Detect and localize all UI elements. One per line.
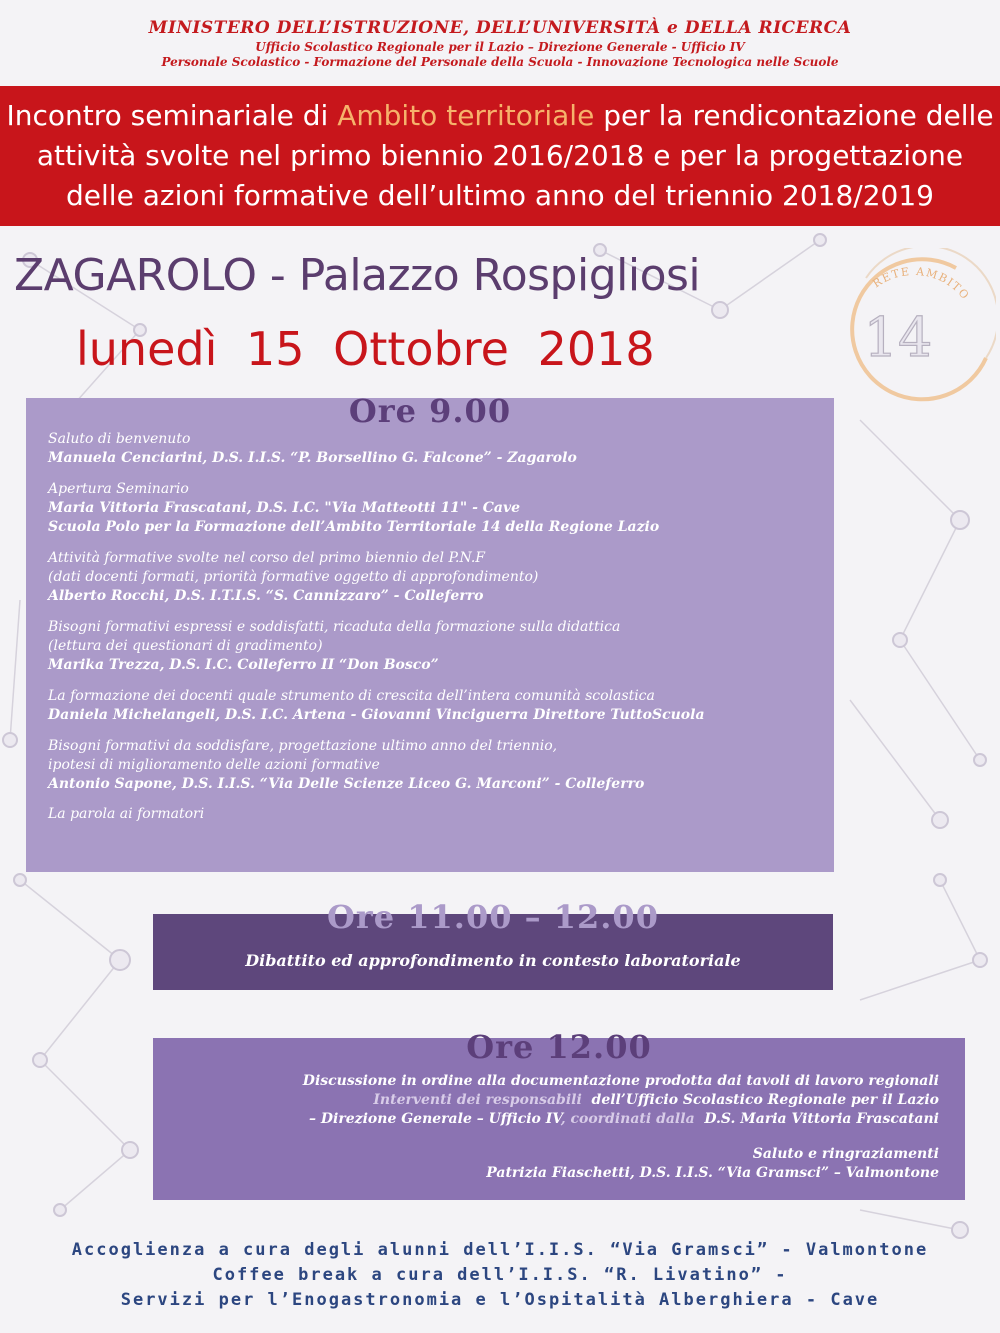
logo-number: 14 (863, 306, 933, 369)
banner-line-3: delle azioni formative dell’ultimo anno del triennio 2018/2019 (66, 179, 934, 212)
logo-arc-text: RETE AMBITO (870, 264, 973, 303)
coordinator-name: D.S. Maria Vittoria Frascatani (704, 1111, 939, 1127)
program-item-speaker: Antonio Sapone, D.S. I.I.S. “Via Delle Scienze Liceo G. Marconi” - Colleferro (48, 776, 645, 792)
banner-text: per la rendicontazione delle (594, 99, 994, 132)
coordinated-label: , coordinati dalla (560, 1111, 695, 1127)
discussion-line: Discussione in ordine alla documentazione prodotta dai tavoli di lavoro regionali (302, 1073, 939, 1089)
program-item-topic: (lettura dei questionari di gradimento) (48, 638, 323, 654)
program-item-topic: Bisogni formativi espressi e soddisfatti, ricaduta della formazione sulla didattica (48, 619, 621, 635)
banner-line-2: attività svolte nel primo biennio 2016/2018 e per la progettazione (36, 139, 964, 172)
program-item-topic: ipotesi di miglioramento delle azioni formative (48, 757, 380, 773)
ministry-office: Ufficio Scolastico Regionale per il Lazio – Direzione Generale - Ufficio IV (255, 40, 745, 54)
program-item-topic: La formazione dei docenti quale strumento di crescita dell’intera comunità scolastica (48, 688, 655, 704)
program-item-topic: Bisogni formativi da soddisfare, progettazione ultimo anno del triennio, (48, 738, 558, 754)
program-item-speaker: Scuola Polo per la Formazione dell’Ambito Territoriale 14 della Regione Lazio (48, 519, 660, 535)
footer-coffee-break: Coffee break a cura dell’I.I.S. “R. Livatino” - (212, 1265, 788, 1285)
interventions-label: Interventi dei responsabili (373, 1092, 582, 1108)
banner-line-1 (0, 96, 1000, 136)
program-item-speaker: Marika Trezza, D.S. I.C. Colleferro II “Don Bosco” (48, 657, 439, 673)
session-debate (153, 898, 833, 990)
footer-welcome: Accoglienza a cura degli alunni dell’I.I.S. “Via Gramsci” - Valmontone (71, 1240, 929, 1260)
program-items (48, 430, 812, 794)
program-item (48, 737, 812, 794)
session-time-9: Ore 9.00 (348, 392, 512, 430)
session-noon (153, 1028, 965, 1200)
program-item (48, 687, 812, 725)
program-item-topic: Attività formative svolte nel corso del primo biennio del P.N.F (48, 550, 485, 566)
coordination-line (179, 1110, 939, 1129)
session-time-12: Ore 12.00 (466, 1028, 652, 1066)
banner-highlight: Ambito territoriale (337, 99, 595, 132)
program-item-topic: (dati docenti formati, priorità formative oggetto di approfondimento) (48, 569, 539, 585)
rete-ambito-logo (836, 248, 996, 408)
greetings-speaker: Patrizia Fiaschetti, D.S. I.I.S. “Via Gramsci” – Valmontone (486, 1165, 939, 1181)
banner-text: Incontro seminariale di (6, 99, 338, 132)
program-item (48, 480, 812, 537)
ministry-title: MINISTERO DELL’ISTRUZIONE, DELL’UNIVERSITÀ e DELLA RICERCA (148, 18, 852, 38)
footer-services: Servizi per l’Enogastronomia e l’Ospitalità Alberghiera - Cave (120, 1290, 880, 1310)
event-venue: ZAGAROLO - Palazzo Rospigliosi (14, 250, 701, 301)
interventions-office: dell’Ufficio Scolastico Regionale per il Lazio (591, 1092, 939, 1108)
hospitality-footer (0, 1238, 1000, 1313)
program-item-topic: Saluto di benvenuto (48, 431, 191, 447)
program-item-speaker: Alberto Rocchi, D.S. I.T.I.S. “S. Cannizzaro” - Colleferro (48, 588, 484, 604)
ministry-department: Personale Scolastico - Formazione del Personale della Scuola - Innovazione Tecnologica nelle Scuole (161, 55, 839, 69)
greetings-line: Saluto e ringraziamenti (752, 1146, 939, 1162)
program-item (48, 618, 812, 675)
interventions-line (179, 1091, 939, 1110)
program-item (48, 549, 812, 606)
session-morning (26, 392, 834, 872)
ministry-header (0, 18, 1000, 69)
debate-description: Dibattito ed approfondimento in contesto laboratoriale (245, 951, 741, 970)
closing-remark: La parola ai formatori (48, 806, 205, 822)
directorate-text: – Direzione Generale – Ufficio IV (309, 1111, 561, 1127)
session-time-11: Ore 11.00 – 12.00 (327, 898, 659, 936)
program-item-topic: Apertura Seminario (48, 481, 189, 497)
event-title-banner (0, 86, 1000, 226)
program-item-speaker: Maria Vittoria Frascatani, D.S. I.C. "Via Matteotti 11" - Cave (48, 500, 521, 516)
event-date: lunedì 15 Ottobre 2018 (76, 322, 655, 376)
program-item (48, 430, 812, 468)
program-item-speaker: Manuela Cenciarini, D.S. I.I.S. “P. Borsellino G. Falcone” - Zagarolo (48, 450, 577, 466)
program-item-speaker: Daniela Michelangeli, D.S. I.C. Artena - Giovanni Vinciguerra Direttore TuttoScuola (48, 707, 705, 723)
